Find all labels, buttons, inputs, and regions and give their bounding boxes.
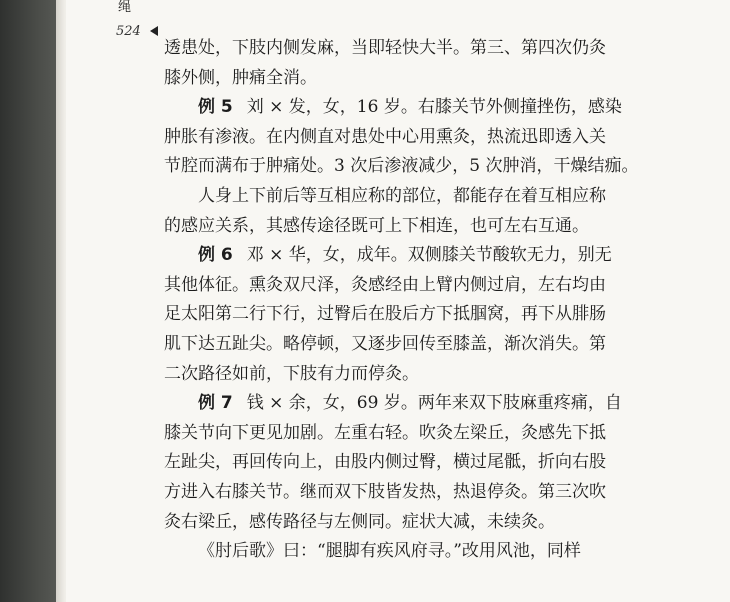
text-line: 肌下达五趾尖。略停顿，又逐步回传至膝盖，渐次消失。第: [164, 333, 606, 354]
text-line: 的感应关系，其感传途径既可上下相连，也可左右互通。: [164, 215, 589, 236]
text-line: 人身上下前后等互相应称的部位，都能存在着互相应称: [198, 185, 606, 206]
text-line: 方进入右膝关节。继而双下肢皆发热，热退停灸。第三次吹: [164, 481, 606, 502]
text-line: 例 5 刘 × 发，女，16 岁。右膝关节外侧撞挫伤，感染: [198, 97, 622, 118]
text-line: 膝外侧，肿痛全消。: [164, 67, 317, 88]
text-line: 《肘后歌》曰：“腿脚有疾风府寻。”改用风池，同样: [198, 541, 581, 562]
book-page: [66, 0, 730, 602]
text-line: 例 7 钱 × 余，女，69 岁。两年来双下肢麻重疼痛，自: [198, 393, 622, 414]
text-line: 节腔而满布于肿痛处。3 次后渗液减少，5 次肿消，干燥结痂。: [164, 156, 639, 177]
text-line: 膝关节向下更见加剧。左重右轻。吹灸左梁丘，灸感先下抵: [164, 422, 606, 443]
case-label: 例 5: [198, 97, 233, 118]
text-line: 二次路径如前，下肢有力而停灸。: [164, 363, 419, 384]
arrow-left-icon: [150, 26, 158, 36]
text-line: 例 6 邓 × 华，女，成年。双侧膝关节酸软无力，别无: [198, 245, 612, 266]
text-line: 灸右梁丘，感传路径与左侧同。症状大减，未续灸。: [164, 511, 555, 532]
text-line: 透患处，下肢内侧发麻，当即轻快大半。第三、第四次仍灸: [164, 38, 606, 58]
text-line: 其他体征。熏灸双尺泽，灸感经由上臂内侧过肩，左右均由: [164, 274, 606, 295]
page-number: 524: [116, 24, 141, 39]
text-line: 左趾尖，再回传向上，由股内侧过臀，横过尾骶，折向右股: [164, 452, 606, 473]
text-line: 肿胀有渗液。在内侧直对患处中心用熏灸，热流迅即透入关: [164, 126, 606, 147]
book-spine: [0, 0, 64, 602]
body-text: [164, 34, 714, 567]
case-label: 例 6: [198, 245, 233, 266]
case-label: 例 7: [198, 393, 233, 414]
header-title: 绳: [118, 0, 132, 15]
text-line: 足太阳第二行下行，过臀后在股后方下抵腘窝，再下从腓肠: [164, 304, 606, 325]
